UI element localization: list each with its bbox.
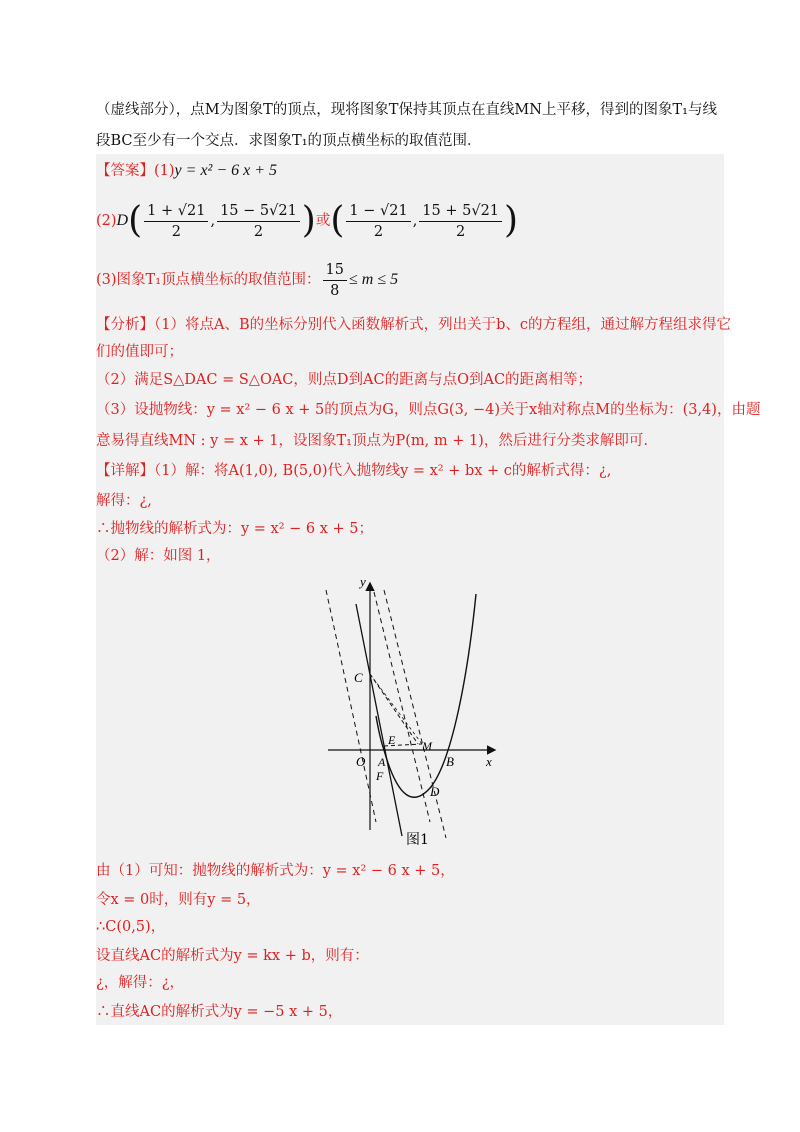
d2-x-denominator: 2 xyxy=(373,223,384,240)
d1-x-denominator: 2 xyxy=(171,223,181,240)
paren-close-2: ) xyxy=(504,200,519,241)
detail-line-5: 由（1）可知：抛物线的解析式为：y = x² − 6 x + 5， xyxy=(96,863,455,879)
parabola-left-branch xyxy=(376,716,384,750)
analysis-line-1 xyxy=(96,314,732,336)
answer-2-prefix: (2) xyxy=(96,213,117,229)
dashed-line-left xyxy=(326,590,376,822)
answer-1-equation: y = x² − 6 x + 5 xyxy=(174,162,278,179)
label-f: F xyxy=(376,769,384,783)
detail-line-9: ¿，解得：¿， xyxy=(96,975,185,991)
d1-y-denominator: 2 xyxy=(253,223,264,240)
detail-line-4: （2）解：如图 1， xyxy=(96,548,221,564)
paren-open-2: ( xyxy=(330,200,345,241)
d2-y-numerator: 15 + 5√21 xyxy=(419,201,502,222)
detail-line-1 xyxy=(96,460,724,482)
d1-x-fraction xyxy=(144,201,208,242)
d1-y-fraction xyxy=(217,201,300,242)
paren-close: ) xyxy=(301,200,316,241)
line-ac xyxy=(356,604,402,836)
range-numerator: 15 xyxy=(323,260,347,281)
problem-text-line-2: 段BC至少有一个交点．求图象T₁的顶点横坐标的取值范围． xyxy=(96,133,482,149)
detail-line-7: ∴C(0,5)， xyxy=(96,919,166,935)
detail-d1: （1）解：将A(1,0), B(5,0)代入抛物线y = x² + bx + c的解析式得：¿, xyxy=(154,463,612,479)
analysis-line-2: 们的值即可； xyxy=(96,344,183,360)
answer-or: 或 xyxy=(315,213,331,229)
analysis-line-4: （3）设抛物线：y = x² − 6 x + 5的顶点为G，则点G(3, −4)关于x轴对称点M的坐标为：(3,4)，由题 xyxy=(96,402,761,418)
label-x: x xyxy=(486,754,492,769)
point-d-label: D xyxy=(116,212,129,229)
detail-line-2: 解得：¿, xyxy=(96,493,152,509)
label-b: B xyxy=(446,754,454,769)
label-c: C xyxy=(354,670,363,685)
parabola xyxy=(384,594,476,797)
answer-3-prefix: (3)图象T₁顶点横坐标的取值范围： xyxy=(96,272,321,288)
label-m: M xyxy=(422,739,432,753)
range-fraction xyxy=(323,260,347,301)
analysis-line-5: 意易得直线MN : y = x + 1，设图象T₁顶点为P(m, m + 1)，然后进行分类求解即可. xyxy=(96,433,648,449)
dashed-line-mid xyxy=(374,592,430,822)
label-e: E xyxy=(388,733,396,747)
problem-text-line-1: （虚线部分），点M为图象T的顶点，现将图象T保持其顶点在直线MN上平移，得到的图象T₁与线 xyxy=(96,102,717,118)
detail-line-3: ∴抛物线的解析式为：y = x² − 6 x + 5； xyxy=(96,521,374,537)
detail-label: 【详解】 xyxy=(96,463,154,479)
d2-y-denominator: 2 xyxy=(456,223,466,240)
figure-caption: 图1 xyxy=(406,832,429,848)
answer-line-3 xyxy=(96,258,724,302)
analysis-label: 【分析】 xyxy=(96,317,154,333)
dashed-line-right xyxy=(384,590,446,838)
d1-y-numerator: 15 − 5√21 xyxy=(217,201,300,222)
range-tail: ≤ m ≤ 5 xyxy=(348,271,399,288)
d1-x-numerator: 1 + √21 xyxy=(144,201,208,222)
analysis-p1a: （1）将点A、B的坐标分别代入函数解析式，列出关于b、c的方程组，通过解方程组求得它 xyxy=(154,317,732,333)
range-denominator: 8 xyxy=(330,282,340,299)
paren-open: ( xyxy=(128,200,143,241)
detail-line-8: 设直线AC的解析式为y = kx + b，则有： xyxy=(96,948,369,964)
detail-line-6: 令x = 0时，则有y = 5， xyxy=(96,892,261,908)
label-o: O xyxy=(356,754,366,769)
answer-line-1 xyxy=(96,160,724,182)
answer-label: 【答案】 xyxy=(96,163,154,179)
label-a: A xyxy=(378,755,386,769)
d2-x-fraction xyxy=(346,201,410,242)
answer-line-2: (2)D( $\frac{1 + √21}{2}$ , $\frac{15 - 5√21}{2}$ )或( $\frac{1 - √21}{2}$ , $\frac{15 + 5√21}{2}$ ) xyxy=(96,200,519,241)
dashed-line-cm xyxy=(370,674,422,744)
d2-x-numerator: 1 − √21 xyxy=(346,201,410,222)
answer-1-prefix: (1) xyxy=(154,163,175,179)
label-y: y xyxy=(360,574,366,589)
label-d: D xyxy=(430,784,440,799)
detail-line-10: ∴直线AC的解析式为y = −5 x + 5， xyxy=(96,1004,343,1020)
d2-y-fraction xyxy=(419,201,502,242)
figure-1 xyxy=(318,574,504,858)
analysis-line-3: （2）满足S△DAC = S△OAC，则点D到AC的距离与点O到AC的距离相等； xyxy=(96,372,593,388)
